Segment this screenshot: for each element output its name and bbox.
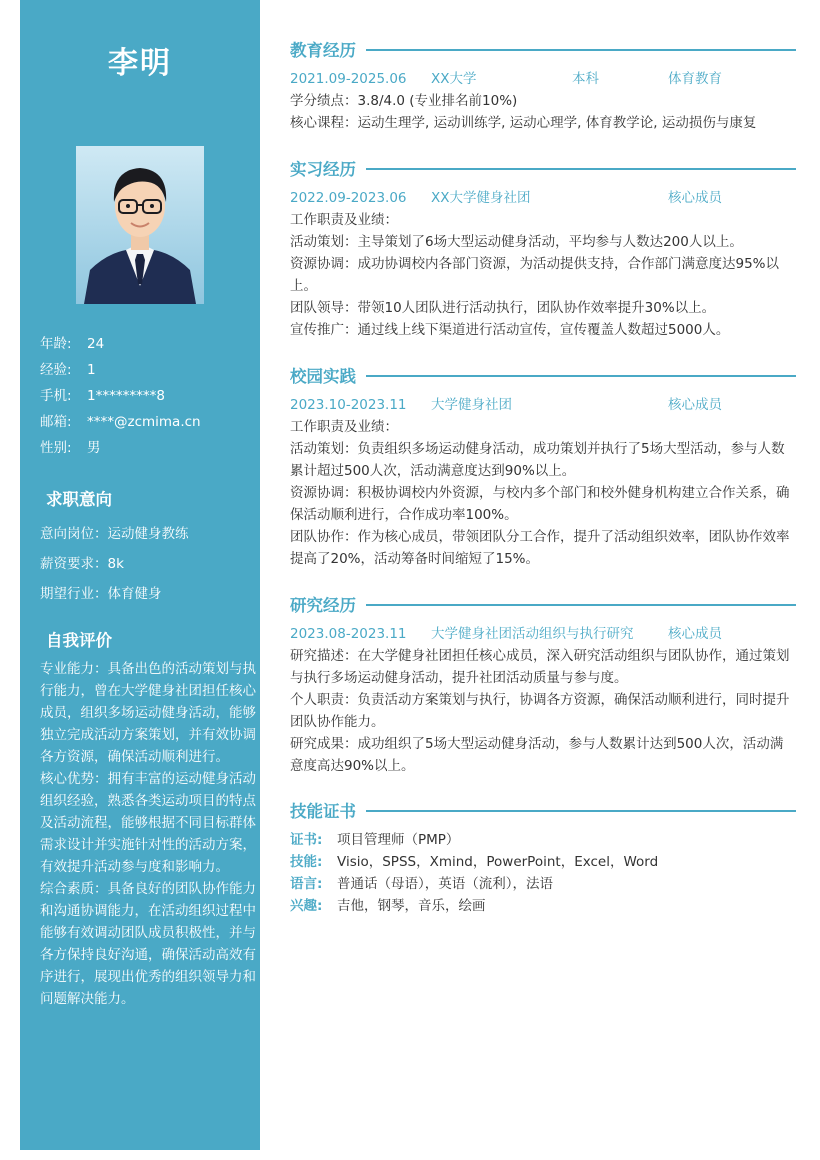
skill-row-certificate [290,829,796,851]
entry-header [290,68,796,90]
entry-line: 团队协作：作为核心成员，带领团队分工合作，提升了活动组织效率，团队协作效率提高了20%，活动筹备时间缩短了15%。 [290,529,790,567]
entry-role: 核心成员 [668,190,722,206]
section-divider [366,375,796,377]
entry-org: 大学健身社团 [431,397,512,413]
entry-header [290,187,796,209]
info-email [40,412,250,438]
skill-value: 吉他，钢琴，音乐，绘画 [337,898,486,914]
job-intent [40,523,252,613]
entry-period: 2021.09-2025.06 [290,71,407,87]
entry-line: 工作职责及业绩： [290,419,398,435]
section-skills [290,797,796,917]
section-campus [290,362,796,570]
self-eval-paragraph: 综合素质：具备良好的团队协作能力和沟通协调能力，在活动组织过程中能够有效调动团队成员积极性，并与各方保持良好沟通，确保活动高效有序进行，展现出优秀的组织领导力和问题解决能力。 [40,881,256,1007]
skill-value: 项目管理师（PMP） [337,832,460,848]
entry-school: XX大学 [431,71,477,87]
skill-label: 语言: [290,876,323,892]
entry-line: 研究成果：成功组织了5场大型运动健身活动，参与人数累计达到500人次，活动满意度高达90%以上。 [290,736,784,774]
entry-period: 2022.09-2023.06 [290,190,407,206]
entry-line: 宣传推广：通过线上线下渠道进行活动宣传，宣传覆盖人数超过5000人。 [290,322,730,338]
self-eval-paragraph: 核心优势：拥有丰富的运动健身活动组织经验，熟悉各类运动项目的特点及活动流程，能够根据不同目标群体需求设计并实施针对性的活动方案，有效提升活动参与度和影响力。 [40,771,256,875]
skill-row-interests [290,895,796,917]
section-divider [366,810,796,812]
section-education [290,36,796,134]
entry-line: 资源协调：积极协调校内外资源，与校内多个部门和校外健身机构建立合作关系，确保活动顺利进行，合作成功率100%。 [290,485,790,523]
section-header [290,591,796,617]
skill-row-language [290,873,796,895]
section-header [290,155,796,181]
self-eval-title: 自我评价 [46,631,112,650]
skill-label: 技能: [290,854,323,870]
intent-salary: 薪资要求：8k [40,556,124,572]
section-divider [366,604,796,606]
entry-line: 资源协调：成功协调校内各部门资源，为活动提供支持，合作部门满意度达95%以上。 [290,256,780,294]
info-value: 1*********8 [87,388,165,404]
candidate-name: 李明 [108,46,172,81]
section-title: 技能证书 [290,802,356,821]
profile-photo [76,146,204,304]
intent-industry: 期望行业：体育健身 [40,586,162,602]
entry-line: 核心课程：运动生理学, 运动训练学, 运动心理学, 体育教学论, 运动损伤与康复 [290,115,757,131]
info-value: 24 [87,336,105,352]
entry-body [290,645,796,777]
sidebar [20,0,260,1150]
entry-org: XX大学健身社团 [431,190,531,206]
info-experience [40,360,250,386]
info-label: 邮箱: [40,414,72,430]
skill-label: 兴趣: [290,898,323,914]
section-title: 研究经历 [290,596,356,615]
section-internship [290,155,796,341]
intent-position: 意向岗位：运动健身教练 [40,526,189,542]
intent-title: 求职意向 [46,490,112,509]
entry-body [290,416,796,570]
entry-line: 工作职责及业绩： [290,212,398,228]
info-label: 手机: [40,388,72,404]
basic-info [40,334,250,464]
info-age [40,334,250,360]
section-title: 教育经历 [290,41,356,60]
entry-line: 活动策划：主导策划了6场大型运动健身活动，平均参与人数达200人以上。 [290,234,743,250]
section-divider [366,168,796,170]
skills-list [290,829,796,917]
entry-line: 活动策划：负责组织多场运动健身活动，成功策划并执行了5场大型活动，参与人数累计超过500人次，活动满意度达到90%以上。 [290,441,785,479]
entry-major: 体育教育 [668,71,722,87]
entry-body [290,90,796,134]
skill-row-skills [290,851,796,873]
entry-line: 个人职责：负责活动方案策划与执行，协调各方资源，确保活动顺利进行，同时提升团队协作能力。 [290,692,790,730]
entry-role: 核心成员 [668,626,722,642]
entry-line: 团队领导：带领10人团队进行活动执行，团队协作效率提升30%以上。 [290,300,716,316]
section-header [290,797,796,823]
info-value: 男 [87,440,101,456]
info-label: 年龄: [40,336,72,352]
section-header [290,362,796,388]
entry-period: 2023.10-2023.11 [290,397,407,413]
section-divider [366,49,796,51]
info-gender [40,438,250,464]
entry-body [290,209,796,341]
info-label: 性别: [40,440,72,456]
entry-project: 大学健身社团活动组织与执行研究 [431,626,634,642]
skill-value: 普通话（母语），英语（流利），法语 [337,876,553,892]
entry-degree: 本科 [572,71,599,87]
skill-label: 证书: [290,832,323,848]
skill-value: Visio，SPSS，Xmind，PowerPoint，Excel，Word [337,854,659,870]
entry-line: 研究描述：在大学健身社团担任核心成员，深入研究活动组织与团队协作，通过策划与执行多场运动健身活动，提升社团活动质量与参与度。 [290,648,790,686]
section-header [290,36,796,62]
entry-line: 学分绩点：3.8/4.0 (专业排名前10%) [290,93,518,109]
entry-header [290,623,796,645]
section-research [290,591,796,777]
info-phone [40,386,250,412]
section-title: 实习经历 [290,160,356,179]
entry-role: 核心成员 [668,397,722,413]
self-eval-paragraph: 专业能力：具备出色的活动策划与执行能力，曾在大学健身社团担任核心成员，组织多场运动健身活动，能够独立完成活动方案策划，并有效协调各方资源，确保活动顺利进行。 [40,661,256,765]
info-label: 经验: [40,362,72,378]
section-title: 校园实践 [290,367,356,386]
info-value: 1 [87,362,96,378]
entry-header [290,394,796,416]
info-value: ****@zcmima.cn [87,414,201,430]
entry-period: 2023.08-2023.11 [290,626,407,642]
self-evaluation [40,658,262,1010]
